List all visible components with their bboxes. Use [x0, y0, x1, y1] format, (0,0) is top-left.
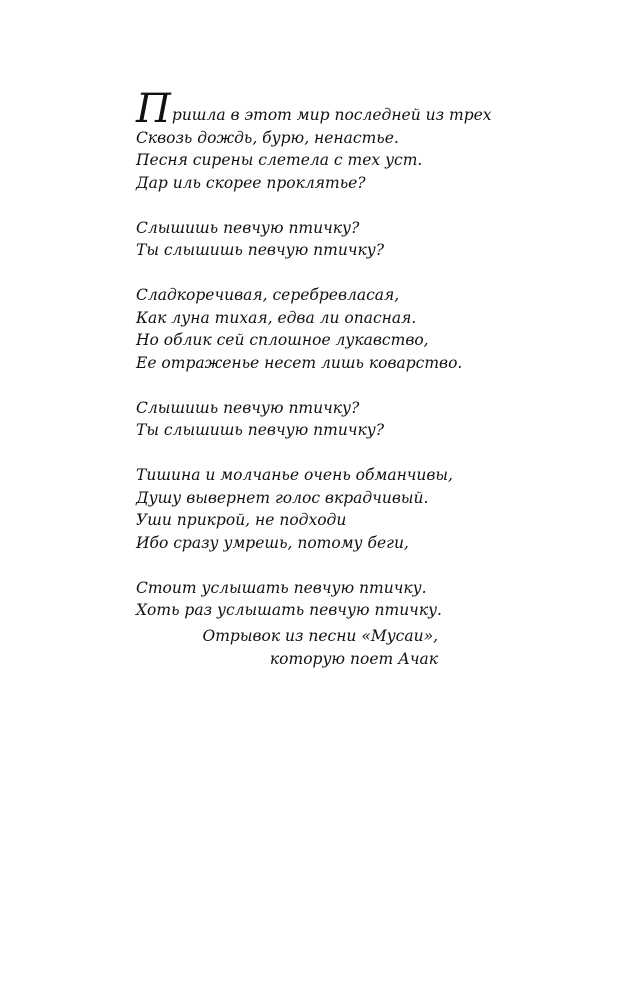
poem-line: Тишина и молчанье очень обманчивы, — [136, 466, 453, 484]
poem-line-text: ришла в этот мир последней из трех — [171, 106, 492, 124]
stanza-3 — [136, 284, 496, 374]
attribution-line: которую поет Ачак — [269, 650, 438, 668]
poem-line: Душу вывернет голос вкрадчивый. — [136, 488, 429, 507]
stanza-2 — [136, 217, 496, 262]
poem-line: Песня сирены слетела с тех уст. — [136, 151, 423, 169]
stanza-5 — [136, 464, 496, 554]
poem-line: Как луна тихая, едва ли опасная. — [136, 308, 417, 327]
poem-line — [136, 86, 496, 132]
poem-line: Стоит услышать певчую птичку. — [136, 578, 427, 597]
poem-line: Ты слышишь певчую птичку? — [136, 421, 385, 439]
poem-line: Уши прикрой, не подходи — [136, 511, 347, 529]
poem-line: Дар иль скорее проклятье? — [136, 173, 366, 192]
stanza-6 — [136, 577, 496, 622]
poem-line: Хоть раз услышать певчую птичку. — [136, 601, 442, 619]
poem-line: Ты слышишь певчую птичку? — [136, 241, 385, 259]
drop-cap: П — [136, 86, 171, 132]
stanza-1 — [136, 86, 496, 194]
poem-line: Слышишь певчую птичку? — [136, 398, 360, 417]
poem-line: Ибо сразу умрешь, потому беги, — [136, 533, 409, 552]
stanza-4 — [136, 397, 496, 442]
attribution-line: Отрывок из песни «Мусаи», — [202, 627, 438, 645]
poem — [136, 86, 496, 644]
poem-line: Слышишь певчую птичку? — [136, 218, 360, 237]
poem-line: Но облик сей сплошное лукавство, — [136, 331, 429, 349]
poem-line: Ее отраженье несет лишь коварство. — [136, 353, 463, 372]
attribution — [0, 625, 438, 671]
poem-line: Сквозь дождь, бурю, ненастье. — [136, 128, 399, 147]
poem-line: Сладкоречивая, серебревласая, — [136, 286, 400, 304]
